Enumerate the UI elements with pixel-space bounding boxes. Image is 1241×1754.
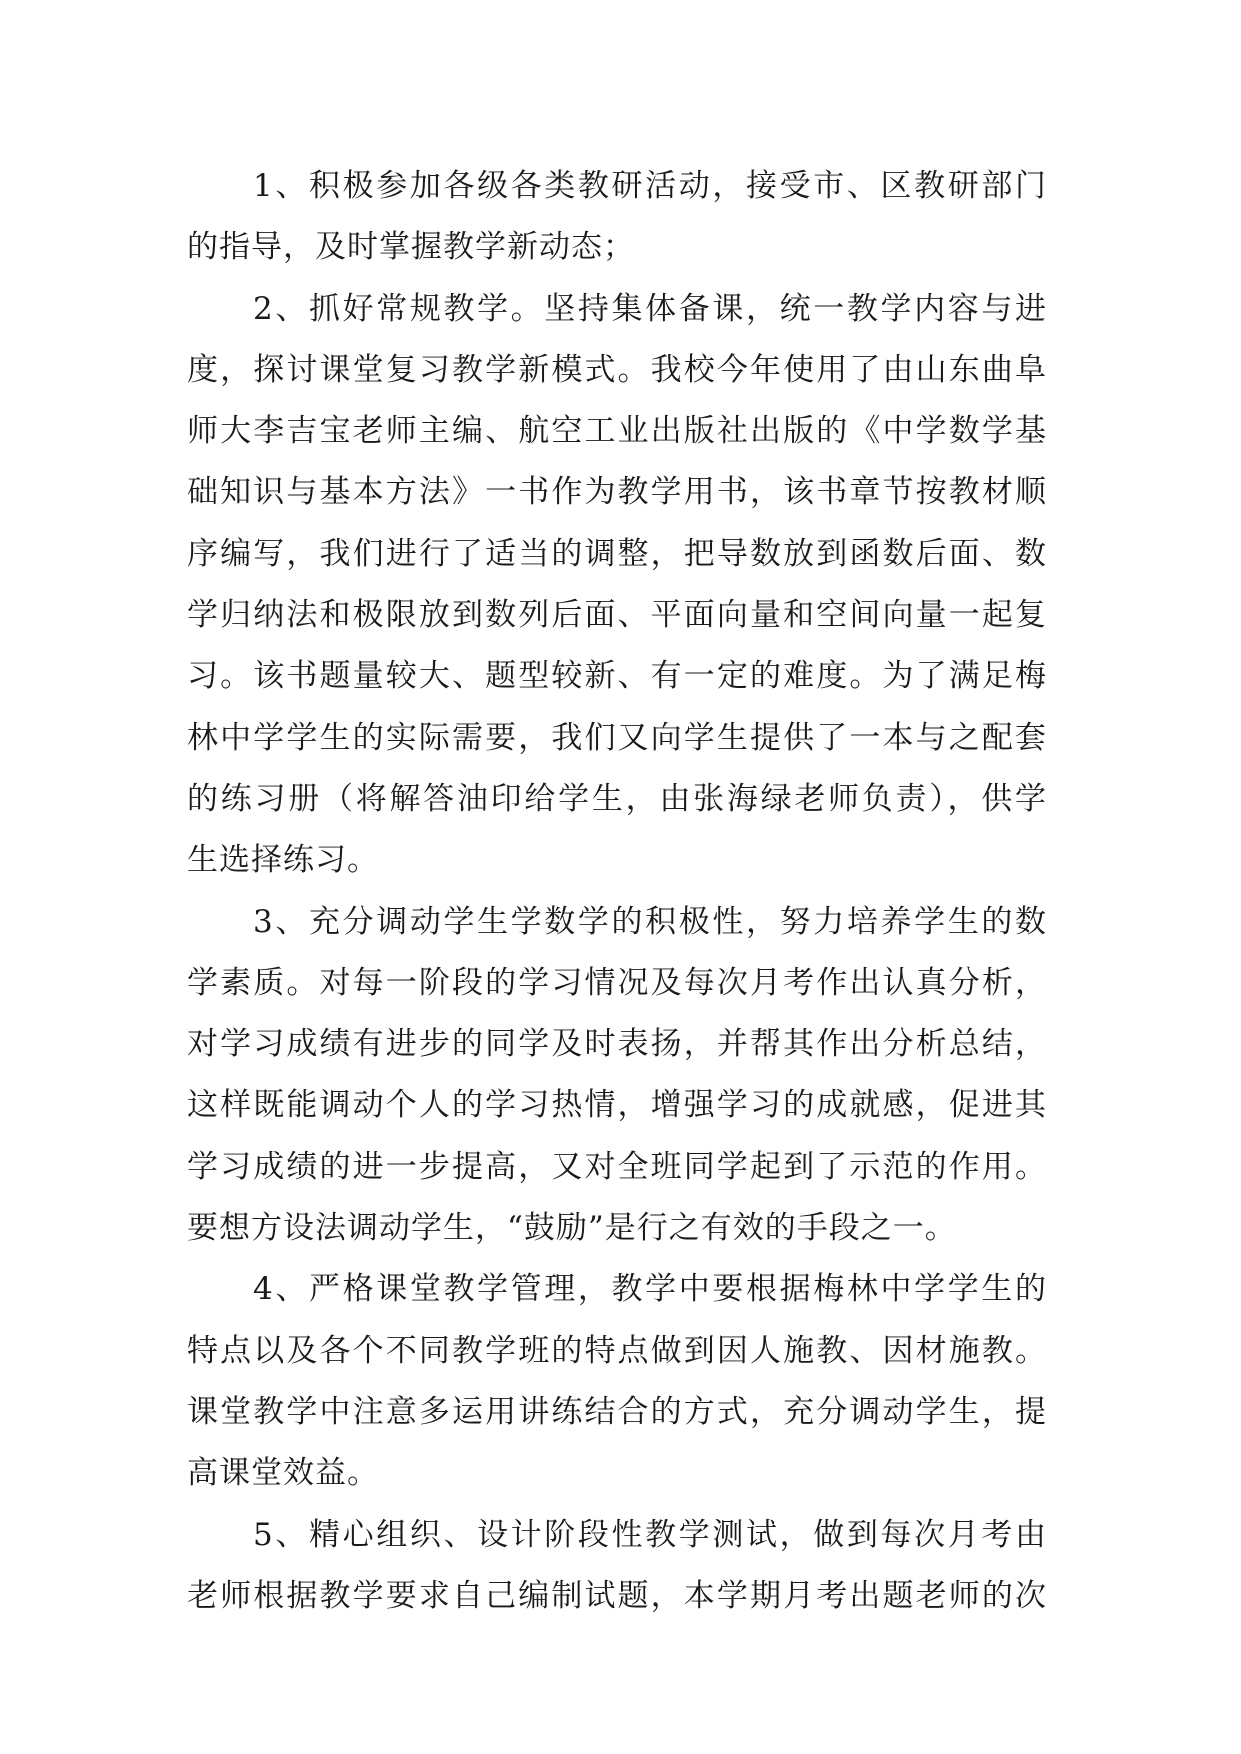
paragraph-5: [187, 1505, 1047, 1628]
document-body: [187, 156, 1047, 1627]
text-line: 2、抓好常规教学。坚持集体备课，统一教学内容与进: [253, 290, 1047, 327]
text-line: 学归纳法和极限放到数列后面、平面向量和空间向量一起复: [187, 597, 1047, 634]
text-line: 的练习册（将解答油印给学生，由张海绿老师负责），供学: [187, 780, 1047, 817]
paragraph-2: [187, 279, 1047, 892]
text-line: 3、充分调动学生学数学的积极性，努力培养学生的数: [253, 903, 1047, 940]
text-line: 课堂教学中注意多运用讲练结合的方式，充分调动学生，提: [187, 1393, 1047, 1430]
paragraph-3: [187, 892, 1047, 1260]
text-line: 老师根据教学要求自己编制试题，本学期月考出题老师的次: [187, 1577, 1047, 1614]
text-line: 林中学学生的实际需要，我们又向学生提供了一本与之配套: [187, 719, 1047, 756]
text-line: 学素质。对每一阶段的学习情况及每次月考作出认真分析，: [187, 964, 1047, 1001]
text-line: 1、积极参加各级各类教研活动，接受市、区教研部门: [253, 168, 1047, 204]
text-line: 础知识与基本方法》一书作为教学用书，该书章节按教材顺: [187, 474, 1047, 511]
text-line: 师大李吉宝老师主编、航空工业出版社出版的《中学数学基: [187, 413, 1047, 450]
text-line: 度，探讨课堂复习教学新模式。我校今年使用了由山东曲阜: [187, 351, 1047, 388]
paragraph-4: [187, 1259, 1047, 1504]
text-line: 5、精心组织、设计阶段性教学测试，做到每次月考由: [253, 1516, 1047, 1553]
text-line: 要想方设法调动学生，“鼓励”是行之有效的手段之一。: [187, 1210, 957, 1247]
paragraph-1: [187, 156, 1047, 279]
text-line: 特点以及各个不同教学班的特点做到因人施教、因材施教。: [187, 1332, 1047, 1369]
text-line: 4、严格课堂教学管理，教学中要根据梅林中学学生的: [253, 1271, 1047, 1308]
text-line: 学习成绩的进一步提高，又对全班同学起到了示范的作用。: [187, 1148, 1047, 1185]
text-line: 序编写，我们进行了适当的调整，把导数放到函数后面、数: [187, 535, 1047, 572]
text-line: 习。该书题量较大、题型较新、有一定的难度。为了满足梅: [187, 658, 1047, 695]
text-line: 的指导，及时掌握教学新动态；: [187, 229, 635, 266]
text-line: 这样既能调动个人的学习热情，增强学习的成就感，促进其: [187, 1087, 1047, 1124]
text-line: 高课堂效益。: [187, 1455, 379, 1492]
text-line: 对学习成绩有进步的同学及时表扬，并帮其作出分析总结，: [187, 1026, 1047, 1063]
text-line: 生选择练习。: [187, 842, 379, 879]
